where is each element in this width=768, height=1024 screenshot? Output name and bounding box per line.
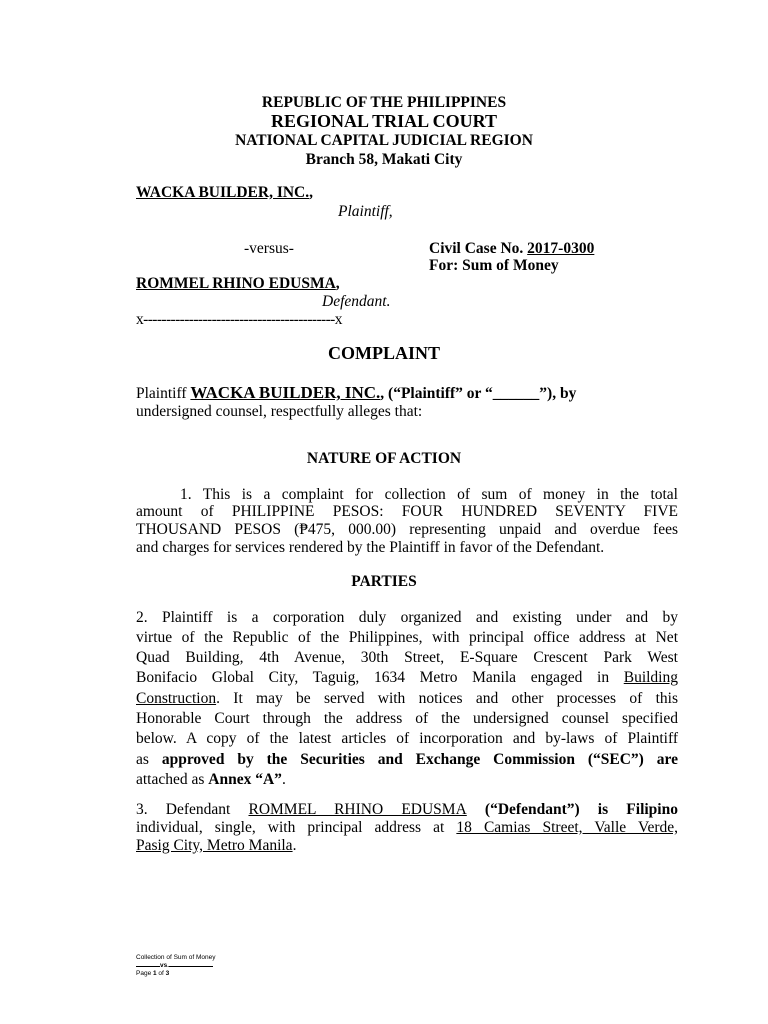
intro-plaintiff-name: WACKA BUILDER, INC. bbox=[190, 383, 381, 402]
footer-case-title: Collection of Sum of Money bbox=[136, 954, 216, 961]
parties-p2-line-5: Construction. It may be served with notices and other processes of this bbox=[136, 690, 678, 707]
parties-p2-line-1: 2. Plaintiff is a corporation duly organized and existing under and by bbox=[136, 609, 678, 626]
annex-reference: Annex “A” bbox=[208, 771, 282, 788]
plaintiff-role: Plaintiff, bbox=[338, 203, 393, 220]
caption-separator: x------------------------------------------x bbox=[136, 311, 342, 328]
parties-p2-line-3: Quad Building, 4th Avenue, 30th Street, E-Square Crescent Park West bbox=[136, 649, 678, 666]
plaintiff-caption: WACKA BUILDER, INC., bbox=[136, 184, 313, 201]
defendant-address-part-1: 18 Camias Street, Valle Verde, bbox=[456, 819, 678, 836]
parties-p3-line-2: individual, single, with principal address at 18 Camias Street, Valle Verde, bbox=[136, 819, 678, 836]
nature-p1-line-3: THOUSAND PESOS (₱475, 000.00) representing unpaid and overdue fees bbox=[136, 521, 678, 538]
intro-line-1: Plaintiff WACKA BUILDER, INC., (“Plaintiff” or “______”), by bbox=[136, 383, 577, 402]
nature-heading: NATURE OF ACTION bbox=[306, 450, 462, 467]
nature-p1-line-1: 1. This is a complaint for collection of sum of money in the total bbox=[180, 486, 678, 503]
parties-p2-line-8: as approved by the Securities and Exchange Commission (“SEC”) are bbox=[136, 751, 678, 768]
parties-p3-line-3: Pasig City, Metro Manila. bbox=[136, 837, 297, 854]
business-type-part-2: Construction bbox=[136, 690, 217, 707]
case-subject: For: Sum of Money bbox=[429, 257, 559, 274]
defendant-name-body: ROMMEL RHINO EDUSMA bbox=[248, 801, 467, 818]
court-name: REGIONAL TRIAL COURT bbox=[270, 111, 498, 131]
document-title: COMPLAINT bbox=[328, 343, 440, 363]
versus-label: -versus- bbox=[244, 240, 294, 257]
sec-approval: approved by the Securities and Exchange Commission (“SEC”) are bbox=[161, 751, 678, 768]
case-number: 2017-0300 bbox=[527, 240, 595, 257]
parties-p3-line-1: 3. Defendant ROMMEL RHINO EDUSMA (“Defendant”) is Filipino bbox=[136, 801, 678, 818]
defendant-address-part-2: Pasig City, Metro Manila bbox=[136, 837, 293, 854]
footer-page-number: Page 1 of 3 bbox=[136, 970, 170, 977]
court-region: NATIONAL CAPITAL JUDICIAL REGION bbox=[235, 132, 533, 149]
court-republic: REPUBLIC OF THE PHILIPPINES bbox=[261, 94, 507, 111]
parties-p2-line-2: virtue of the Republic of the Philippines, with principal office address at Net bbox=[136, 629, 678, 646]
defendant-role: Defendant. bbox=[322, 293, 391, 310]
defendant-caption: ROMMEL RHINO EDUSMA, bbox=[136, 275, 340, 292]
plaintiff-name: WACKA BUILDER, INC. bbox=[136, 184, 310, 201]
business-type-part-1: Building bbox=[623, 669, 678, 686]
court-branch: Branch 58, Makati City bbox=[305, 151, 463, 168]
nature-p1-line-4: and charges for services rendered by the Plaintiff in favor of the Defendant. bbox=[136, 539, 605, 556]
nature-p1-line-2: amount of PHILIPPINE PESOS: FOUR HUNDRED SEVENTY FIVE bbox=[136, 503, 678, 520]
parties-heading: PARTIES bbox=[351, 573, 417, 590]
parties-p2-line-7: below. A copy of the latest articles of incorporation and by-laws of Plaintiff bbox=[136, 730, 678, 747]
defendant-name: ROMMEL RHINO EDUSMA bbox=[136, 275, 336, 292]
footer-vs-line: vs. bbox=[136, 962, 213, 969]
case-number-line: Civil Case No. 2017-0300 bbox=[429, 240, 595, 257]
parties-p2-line-9: attached as Annex “A”. bbox=[136, 771, 286, 788]
parties-p2-line-6: Honorable Court through the address of the undersigned counsel specified bbox=[136, 710, 678, 727]
parties-p2-line-4: Bonifacio Global City, Taguig, 1634 Metro Manila engaged in Building bbox=[136, 669, 678, 686]
intro-line-2: undersigned counsel, respectfully alleges that: bbox=[136, 403, 423, 420]
